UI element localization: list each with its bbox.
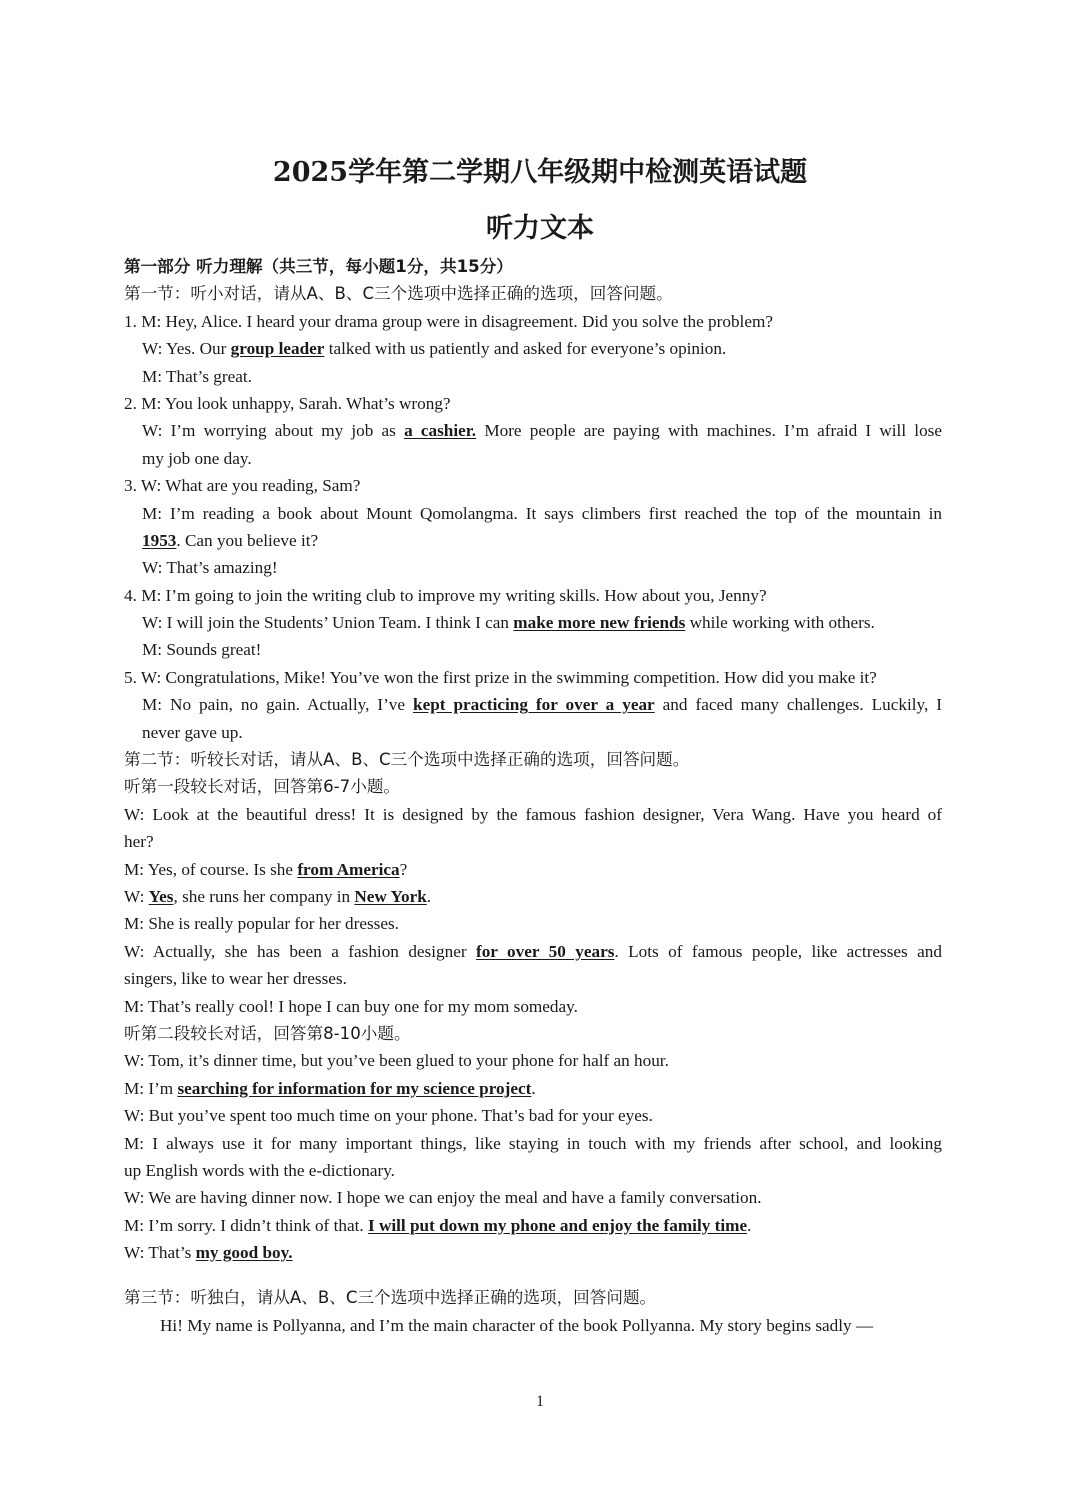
q4-line-c: M: Sounds great! [142, 640, 262, 660]
text: W: I will join the Students’ Union Team. I think I can [142, 613, 514, 633]
dialog2-line-3: W: But you’ve spent too much time on your phone. That’s bad for your eyes. [124, 1106, 653, 1126]
text: talked with us patiently and asked for everyone’s opinion. [324, 339, 727, 359]
dialog1-line-5: M: She is really popular for her dresses. [124, 914, 399, 934]
answer-key: searching for information for my science project [177, 1078, 532, 1098]
dialog2-line-2 [124, 1075, 942, 1102]
page-subtitle: 听力文本 [486, 213, 594, 244]
dialog2-line-6: W: We are having dinner now. I hope we can enjoy the meal and have a family conversation. [124, 1188, 762, 1208]
section2-heading: 第二节：听较长对话，请从A、B、C三个选项中选择正确的选项，回答问题。 [124, 750, 690, 770]
q1-line-a: 1. M: Hey, Alice. I heard your drama group were in disagreement. Did you solve the problem? [124, 311, 773, 331]
dialog2-line-1: W: Tom, it’s dinner time, but you’ve been glued to your phone for half an hour. [124, 1051, 669, 1071]
text: W: I’m worrying about my job as [142, 421, 405, 441]
text: W: That’s [124, 1243, 196, 1263]
spacer [124, 1266, 942, 1284]
section1-heading: 第一节：听小对话，请从A、B、C三个选项中选择正确的选项，回答问题。 [124, 284, 673, 304]
q3-line-d: W: That’s amazing! [142, 558, 278, 578]
answer-key: I will put down my phone and enjoy the family time [367, 1215, 748, 1235]
dialog1-line-6 [124, 938, 942, 965]
dialog1-line-4 [124, 883, 942, 910]
text: . [747, 1215, 752, 1235]
q3-line-b: M: I’m reading a book about Mount Qomolangma. It says climbers first reached the top of the mountain in [142, 503, 942, 523]
listening-transcript [124, 253, 942, 1339]
answer-key: for over 50 years [475, 941, 615, 961]
q1-line-b [124, 335, 942, 362]
part1-heading: 第一部分 听力理解（共三节，每小题1分，共15分） [124, 257, 513, 276]
q2-line-b [124, 417, 942, 444]
answer-key: from America [297, 859, 400, 879]
text: M: I’m [124, 1078, 178, 1098]
text: , she runs her company in [173, 886, 355, 906]
answer-key: New York [354, 886, 427, 906]
text: W: [124, 886, 149, 906]
answer-key: 1953 [142, 530, 177, 550]
q4-line-a: 4. M: I’m going to join the writing club to improve my writing skills. How about you, Jenny? [124, 585, 767, 605]
q5-line-b [124, 691, 942, 718]
dialog2-line-4: M: I always use it for many important things, like staying in touch with my friends after school, and looking [124, 1133, 942, 1153]
dialog1-line-3 [124, 856, 942, 883]
dialog1-line-7: singers, like to wear her dresses. [124, 969, 347, 989]
answer-key: my good boy. [195, 1243, 293, 1263]
q2-line-a: 2. M: You look unhappy, Sarah. What’s wrong? [124, 393, 451, 413]
q2-line-c: my job one day. [142, 448, 252, 468]
answer-key: make more new friends [513, 613, 686, 633]
text: . Can you believe it? [176, 530, 319, 550]
page-number: 1 [536, 1393, 544, 1410]
page-title: 2025学年第二学期八年级期中检测英语试题 [272, 157, 808, 188]
text: . Lots of famous people, like actresses and [614, 941, 942, 961]
dialog1-line-1: W: Look at the beautiful dress! It is designed by the famous fashion designer, Vera Wang. Have you heard of [124, 804, 942, 824]
q3-line-c [124, 527, 942, 554]
dialog2-line-8 [124, 1239, 942, 1266]
q5-line-c: never gave up. [142, 722, 243, 742]
text: M: Yes, of course. Is she [124, 859, 298, 879]
text: and faced many challenges. Luckily, I [654, 695, 942, 715]
answer-key: Yes [148, 886, 174, 906]
text: M: No pain, no gain. Actually, I’ve [142, 695, 414, 715]
answer-key: a cashier. [404, 421, 477, 441]
answer-key: group leader [230, 339, 325, 359]
dialog2-heading: 听第二段较长对话，回答第8-10小题。 [124, 1023, 411, 1043]
dialog2-line-5: up English words with the e-dictionary. [124, 1160, 395, 1180]
text: W: Yes. Our [142, 339, 231, 359]
text: More people are paying with machines. I’m afraid I will lose [476, 421, 942, 441]
dialog1-line-8: M: That’s really cool! I hope I can buy one for my mom someday. [124, 996, 578, 1016]
text: W: Actually, she has been a fashion designer [124, 941, 476, 961]
dialog2-line-7 [124, 1212, 942, 1239]
q3-line-a: 3. W: What are you reading, Sam? [124, 476, 361, 496]
text: while working with others. [685, 613, 875, 633]
q5-line-a: 5. W: Congratulations, Mike! You’ve won the first prize in the swimming competition. How did you make it? [124, 667, 877, 687]
text: ? [399, 859, 408, 879]
text: . [531, 1078, 536, 1098]
monologue-line-1: Hi! My name is Pollyanna, and I’m the main character of the book Pollyanna. My story begins sadly — [160, 1315, 874, 1335]
text: M: I’m sorry. I didn’t think of that. [124, 1215, 368, 1235]
dialog1-line-2: her? [124, 832, 154, 852]
q4-line-b [124, 609, 942, 636]
q1-line-c: M: That’s great. [142, 366, 252, 386]
dialog1-heading: 听第一段较长对话，回答第6-7小题。 [124, 777, 401, 797]
section3-heading: 第三节：听独白，请从A、B、C三个选项中选择正确的选项，回答问题。 [124, 1288, 657, 1308]
text: . [426, 886, 432, 906]
answer-key: kept practicing for over a year [413, 695, 655, 715]
